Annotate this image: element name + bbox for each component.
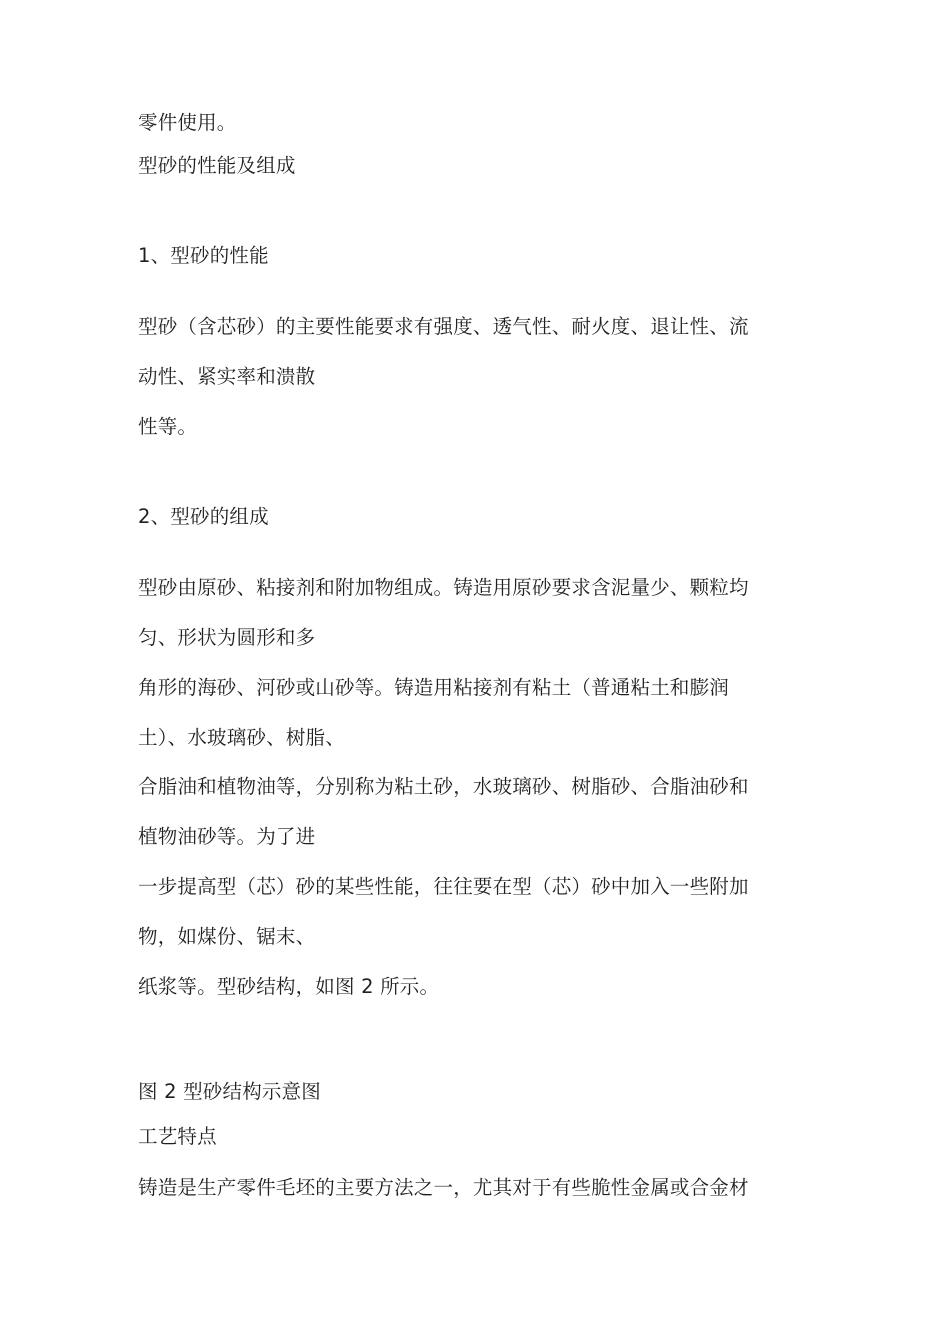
text-line: 合脂油和植物油等，分别称为粘土砂，水玻璃砂、树脂砂、合脂油砂和 [138, 775, 749, 798]
text-line: 植物油砂等。为了进 [138, 825, 316, 848]
text-line: 型砂（含芯砂）的主要性能要求有强度、透气性、耐火度、退让性、流 [138, 315, 749, 338]
text-line: 铸造是生产零件毛坯的主要方法之一，尤其对于有些脆性金属或合金材 [138, 1176, 749, 1199]
text-line: 物，如煤份、锯末、 [138, 925, 316, 948]
text-line: 零件使用。 [138, 111, 237, 134]
text-line: 一步提高型（芯）砂的某些性能，往往要在型（芯）砂中加入一些附加 [138, 875, 749, 898]
section-heading: 工艺特点 [138, 1125, 217, 1148]
text-line: 角形的海砂、河砂或山砂等。铸造用粘接剂有粘土（普通粘土和膨润 [138, 676, 730, 699]
text-line: 匀、形状为圆形和多 [138, 626, 316, 649]
text-line: 纸浆等。型砂结构，如图 2 所示。 [138, 975, 440, 998]
text-line: 土）、水玻璃砂、树脂、 [138, 726, 345, 749]
subsection-heading: 2、型砂的组成 [138, 505, 269, 528]
subsection-heading: 1、型砂的性能 [138, 244, 269, 267]
figure-caption: 图 2 型砂结构示意图 [138, 1080, 322, 1103]
text-line: 动性、紧实率和溃散 [138, 365, 316, 388]
section-heading: 型砂的性能及组成 [138, 154, 296, 177]
text-line: 型砂由原砂、粘接剂和附加物组成。铸造用原砂要求含泥量少、颗粒均 [138, 576, 749, 599]
text-line: 性等。 [138, 415, 198, 438]
